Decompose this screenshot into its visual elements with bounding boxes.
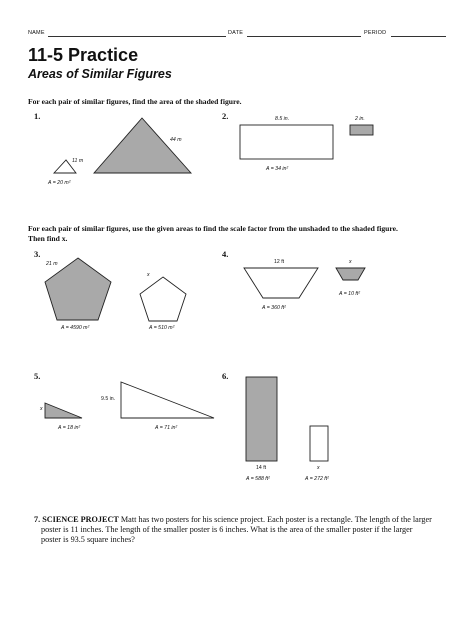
p5-unshaded-label: 9.5 in. xyxy=(101,396,116,402)
section2-instruction-line2: Then find x. xyxy=(28,234,68,243)
problem-7-number: 7. xyxy=(34,515,41,524)
p6-small-rectangle xyxy=(310,426,328,461)
p6-shaded-area: A = 588 ft² xyxy=(246,476,270,482)
p2-small-rectangle-shaded xyxy=(350,125,373,135)
problem-7-line1 xyxy=(34,515,454,525)
p6-shaded-label: 14 ft xyxy=(256,465,267,471)
p1-small-area: A = 20 m² xyxy=(48,180,71,186)
p2-large-rectangle xyxy=(240,125,333,159)
problem-4-number: 4. xyxy=(222,249,229,259)
p4-shaded-label: x xyxy=(349,259,352,265)
p4-unshaded-label: 12 ft xyxy=(274,259,285,265)
p4-shaded-area: A = 10 ft² xyxy=(339,291,361,297)
p1-large-label: 44 m xyxy=(170,137,182,143)
page-title: 11-5 Practice xyxy=(28,45,139,65)
p2-large-area: A = 34 in² xyxy=(266,166,289,172)
section1-instruction: For each pair of similar figures, find the area of the shaded figure. xyxy=(28,97,242,106)
p1-large-triangle-shaded xyxy=(94,118,191,173)
problem-5-number: 5. xyxy=(34,371,41,381)
p3-shaded-label: 21 m xyxy=(46,261,58,267)
name-label: NAME xyxy=(28,30,45,36)
p5-shaded-area: A = 18 in² xyxy=(58,425,81,431)
date-label: DATE xyxy=(228,30,244,36)
p1-small-label: 11 m xyxy=(72,158,84,164)
problem-7-heading: SCIENCE PROJECT xyxy=(42,515,119,524)
problem-6-number: 6. xyxy=(222,371,229,381)
p3-large-pentagon-shaded xyxy=(45,258,111,320)
p3-small-pentagon xyxy=(140,277,186,321)
p6-unshaded-area: A = 272 ft² xyxy=(305,476,329,482)
problem-1-number: 1. xyxy=(34,111,41,121)
p3-shaded-area: A = 4590 m² xyxy=(61,325,90,331)
problem-7-line3: poster is 93.5 square inches? xyxy=(41,535,135,545)
period-label: PERIOD xyxy=(364,30,387,36)
p6-large-rectangle-shaded xyxy=(246,377,277,461)
problem-3-number: 3. xyxy=(34,249,41,259)
problem-7-text1: Matt has two posters for his science project. Each poster is a rectangle. The length of the larger xyxy=(120,515,432,524)
p5-small-triangle-shaded xyxy=(45,403,82,418)
p2-small-label: 2 in. xyxy=(355,116,365,122)
p5-unshaded-area: A = 71 in² xyxy=(155,425,178,431)
p4-large-trapezoid xyxy=(244,268,318,298)
p5-shaded-label: x xyxy=(40,406,43,412)
p3-unshaded-label: x xyxy=(147,272,150,278)
problem-2-number: 2. xyxy=(222,111,229,121)
p4-unshaded-area: A = 360 ft² xyxy=(262,305,286,311)
p4-small-trapezoid-shaded xyxy=(336,268,365,280)
problem-7-line2: poster is 11 inches. The length of the smaller poster is 6 inches. What is the area of the smaller poster if the larger xyxy=(41,525,413,535)
section2-instruction-line1: For each pair of similar figures, use the given areas to find the scale factor from the unshaded to the shaded figure. xyxy=(28,224,398,233)
page-subtitle: Areas of Similar Figures xyxy=(28,67,172,81)
p6-unshaded-label: x xyxy=(317,465,320,471)
p3-unshaded-area: A = 510 m² xyxy=(149,325,175,331)
p5-large-triangle xyxy=(121,382,214,418)
p2-large-label: 8.5 in. xyxy=(275,116,290,122)
problem-7 xyxy=(34,515,454,546)
